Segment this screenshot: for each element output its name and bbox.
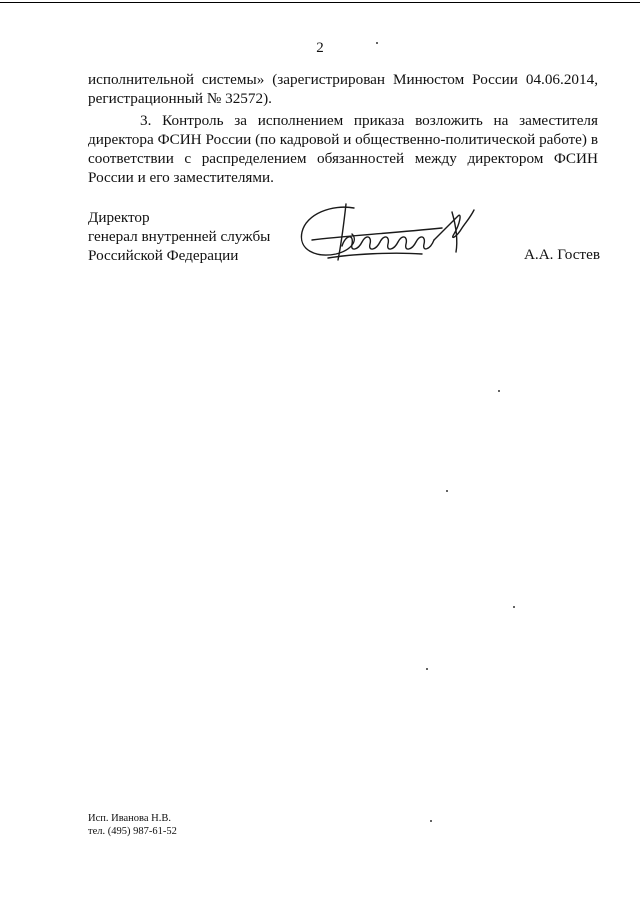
signatory-position: Директор	[88, 209, 150, 226]
scan-speck	[498, 390, 500, 392]
executor-footer	[88, 812, 177, 838]
signatory-rank: генерал внутренней службы	[88, 228, 271, 245]
executor-name: Исп. Иванова Н.В.	[88, 813, 171, 824]
signatory-rank-country: Российской Федерации	[88, 247, 239, 264]
paragraph-continued: исполнительной системы» (зарегистрирован Минюстом России 04.06.2014, регистрационный № 32572).	[88, 71, 598, 107]
signer-name: А.А. Гостев	[523, 246, 600, 263]
scan-edge-line	[0, 2, 640, 3]
scan-speck	[426, 668, 428, 670]
body-text	[88, 70, 598, 187]
scan-speck	[430, 820, 432, 822]
scan-speck	[513, 606, 515, 608]
page-number: 2	[316, 40, 324, 56]
executor-phone: тел. (495) 987-61-52	[88, 826, 177, 837]
scan-speck	[446, 490, 448, 492]
scan-speck	[376, 42, 378, 44]
handwritten-signature	[292, 194, 482, 272]
signatory-title	[88, 208, 270, 265]
paragraph-3: 3. Контроль за исполнением приказа возложить на заместителя директора ФСИН России (по кадровой и общественно-политической работе) в соответствии с распределением обязанностей между директором ФСИН России и его заместителями.	[88, 112, 598, 186]
